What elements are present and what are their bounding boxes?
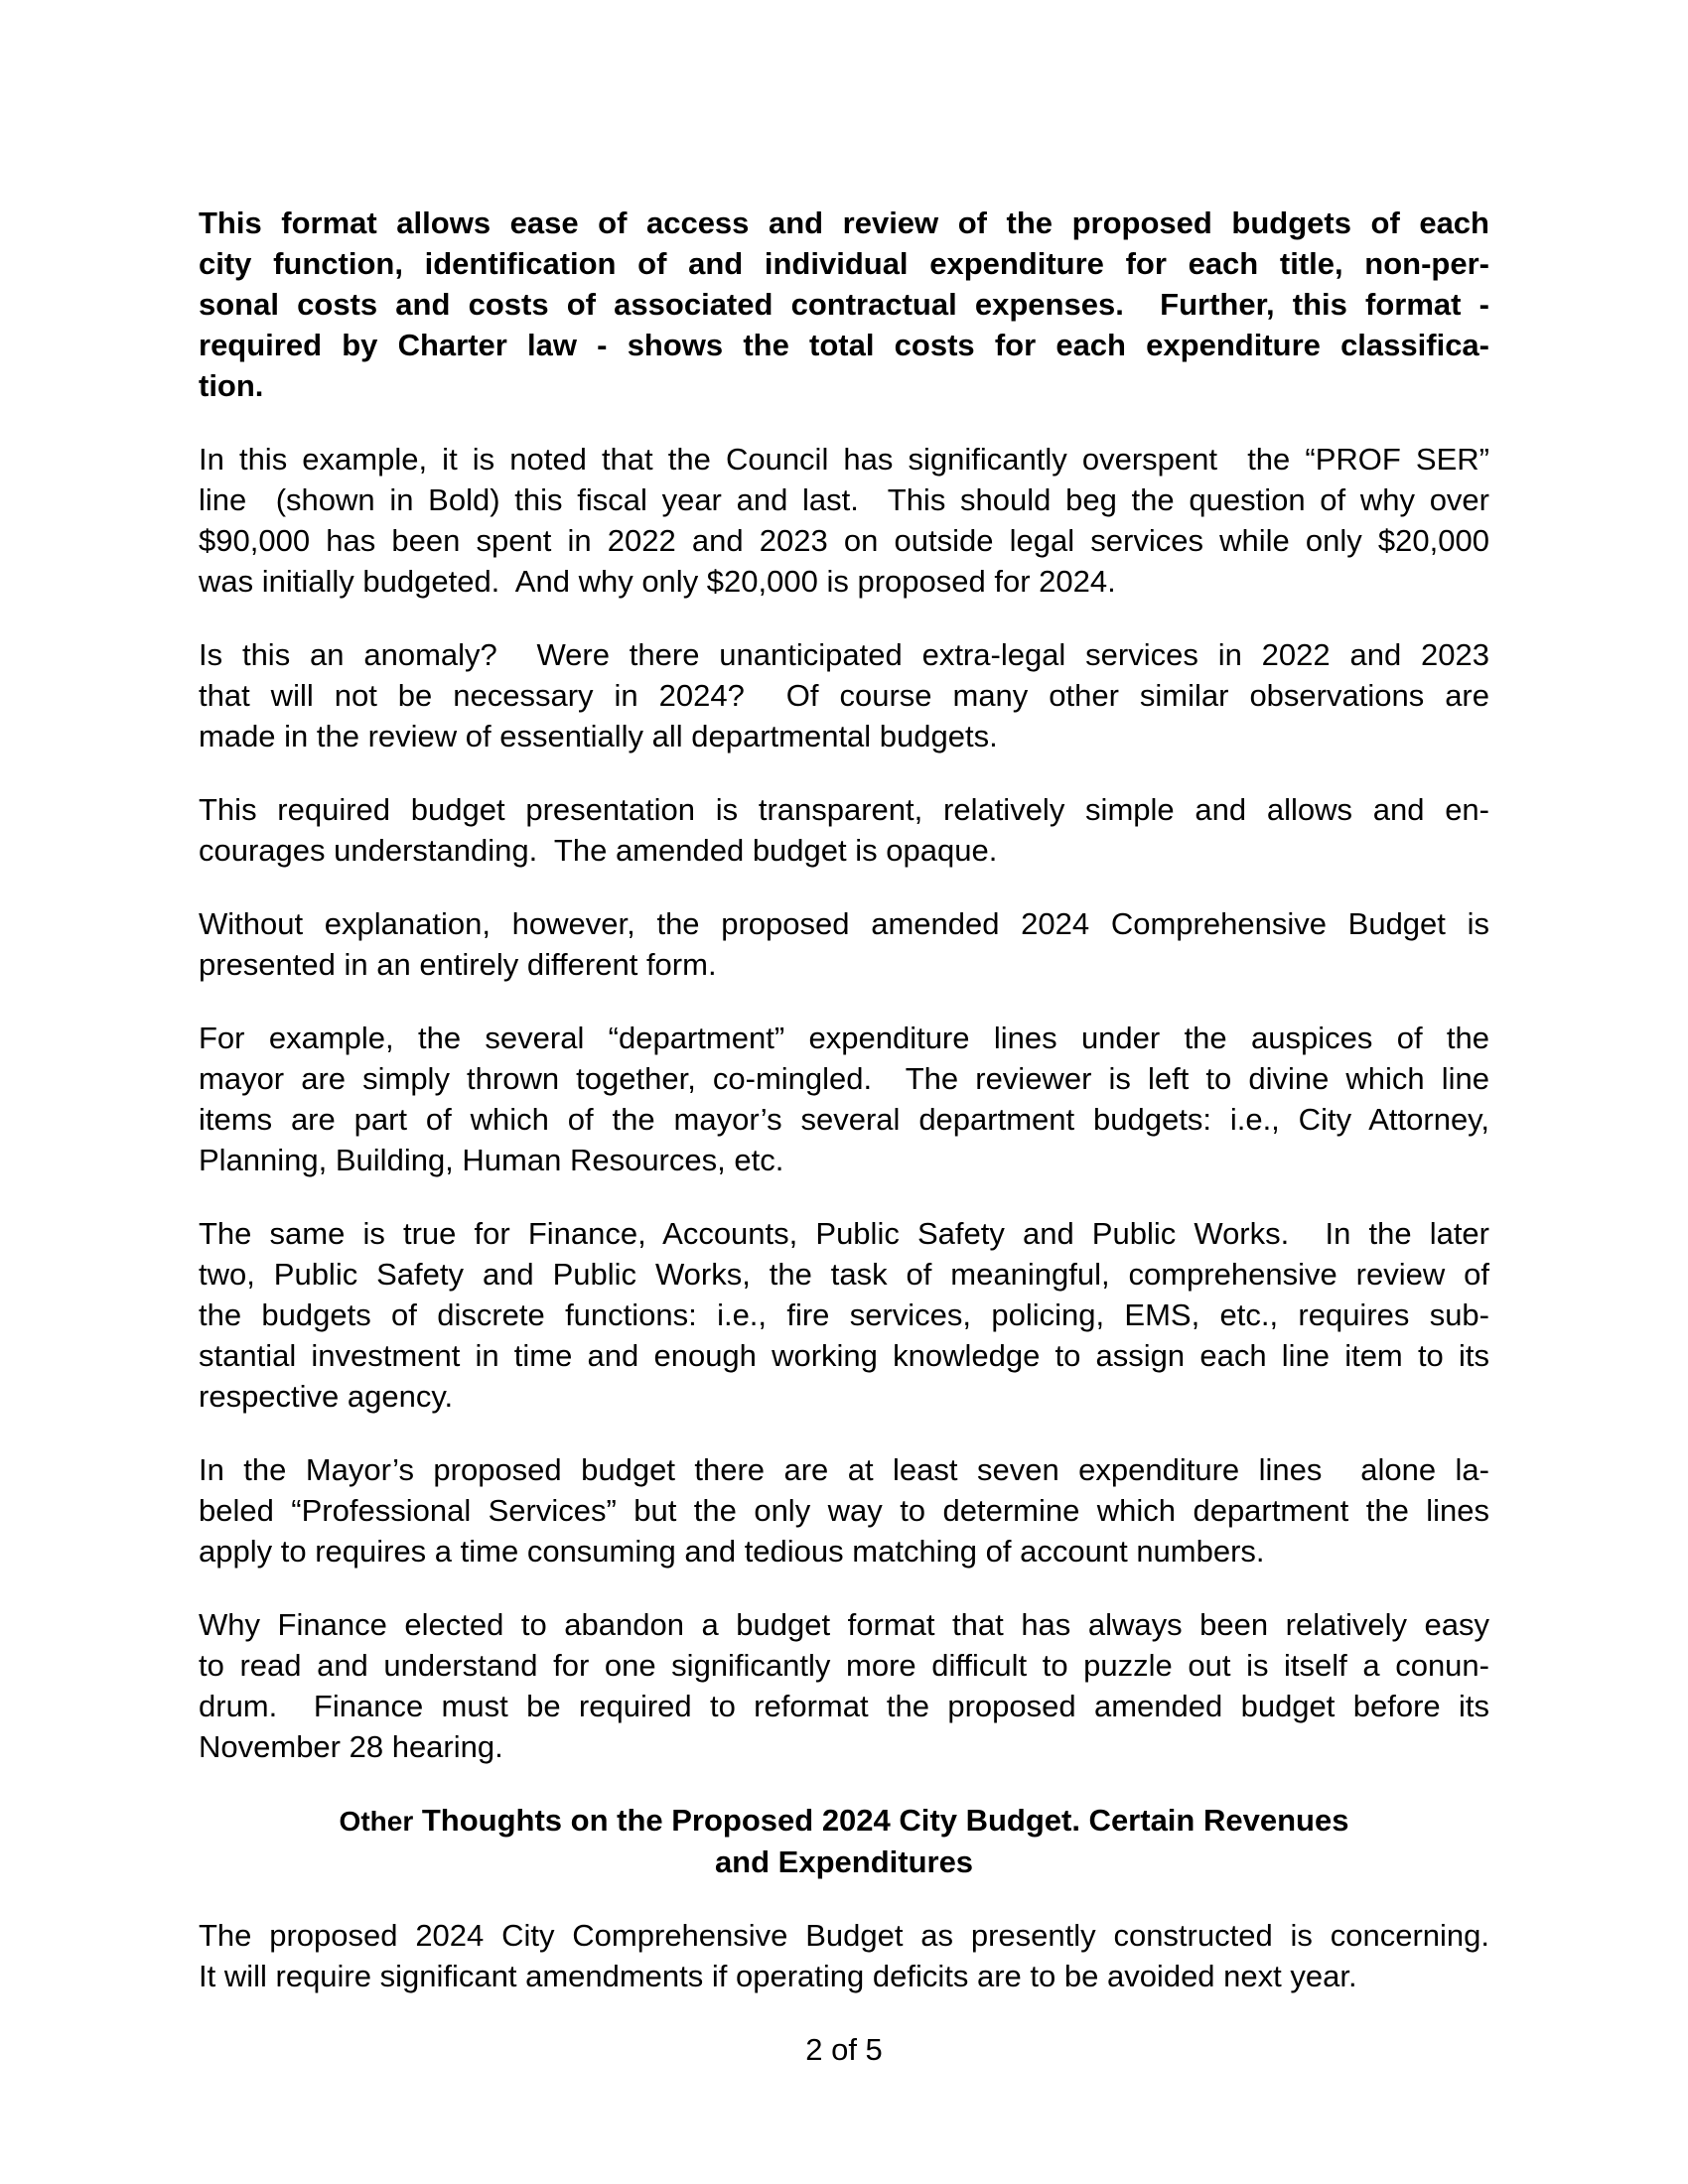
paragraph-line: respective agency. bbox=[199, 1379, 454, 1414]
section-heading-line2: and Expenditures bbox=[714, 1844, 974, 1879]
paragraph-line: required by Charter law - shows the total costs for each expenditure classifica- bbox=[199, 328, 1489, 362]
paragraph-line: The proposed 2024 City Comprehensive Budget as presently constructed is concerning. bbox=[199, 1918, 1489, 1953]
body-paragraphs bbox=[199, 203, 1489, 1767]
paragraph-line: made in the review of essentially all departmental budgets. bbox=[199, 719, 998, 753]
paragraph bbox=[199, 1449, 1489, 1571]
paragraph-line: November 28 hearing. bbox=[199, 1729, 503, 1764]
paragraph bbox=[199, 1604, 1489, 1767]
paragraph bbox=[199, 203, 1489, 406]
paragraph-line: sonal costs and costs of associated contractual expenses. Further, this format - bbox=[199, 287, 1489, 322]
paragraph-line: presented in an entirely different form. bbox=[199, 947, 717, 982]
paragraph-line: Without explanation, however, the proposed amended 2024 Comprehensive Budget is bbox=[199, 906, 1489, 941]
paragraph-line: Is this an anomaly? Were there unanticipated extra-legal services in 2022 and 2023 bbox=[199, 637, 1489, 672]
paragraph-line: line (shown in Bold) this fiscal year and last. This should beg the question of why over bbox=[199, 482, 1489, 517]
paragraph-line: items are part of which of the mayor’s several department budgets: i.e., City Attorney, bbox=[199, 1102, 1489, 1137]
paragraph-line: Why Finance elected to abandon a budget format that has always been relatively easy bbox=[199, 1607, 1489, 1642]
paragraph-line: $90,000 has been spent in 2022 and 2023 on outside legal services while only $20,000 bbox=[199, 523, 1489, 558]
paragraph-line: Planning, Building, Human Resources, etc. bbox=[199, 1143, 784, 1177]
paragraph-line: mayor are simply thrown together, co-mingled. The reviewer is left to divine which line bbox=[199, 1061, 1489, 1096]
paragraph-line: This required budget presentation is transparent, relatively simple and allows and en- bbox=[199, 792, 1489, 827]
section-heading bbox=[199, 1800, 1489, 1882]
paragraph-line: two, Public Safety and Public Works, the task of meaningful, comprehensive review of bbox=[199, 1257, 1489, 1292]
paragraph-line: city function, identification of and individual expenditure for each title, non-per- bbox=[199, 246, 1489, 281]
section-heading-line1 bbox=[199, 1800, 1489, 1842]
heading-line1-rest: Thoughts on the Proposed 2024 City Budget. Certain Revenues bbox=[413, 1803, 1349, 1838]
paragraph-line: apply to requires a time consuming and tedious matching of account numbers. bbox=[199, 1534, 1265, 1569]
paragraph-line: This format allows ease of access and review of the proposed budgets of each bbox=[199, 205, 1489, 240]
paragraph-line: The same is true for Finance, Accounts, Public Safety and Public Works. In the later bbox=[199, 1216, 1489, 1251]
paragraph bbox=[199, 1018, 1489, 1180]
paragraph bbox=[199, 903, 1489, 985]
paragraph-line: beled “Professional Services” but the only way to determine which department the lines bbox=[199, 1493, 1489, 1528]
heading-word-other: Other bbox=[339, 1806, 414, 1837]
paragraph-line: In this example, it is noted that the Council has significantly overspent the “PROF SER” bbox=[199, 442, 1489, 477]
paragraph bbox=[199, 789, 1489, 871]
paragraph-line: to read and understand for one significantly more difficult to puzzle out is itself a conun- bbox=[199, 1648, 1489, 1683]
page-number: 2 of 5 bbox=[805, 2032, 883, 2067]
paragraph bbox=[199, 1915, 1489, 1996]
closing-paragraphs bbox=[199, 1915, 1489, 1996]
paragraph bbox=[199, 439, 1489, 602]
paragraph-line: the budgets of discrete functions: i.e., fire services, policing, EMS, etc., requires sub- bbox=[199, 1297, 1489, 1332]
paragraph bbox=[199, 1213, 1489, 1417]
paragraph-line: tion. bbox=[199, 368, 264, 403]
paragraph-line: courages understanding. The amended budget is opaque. bbox=[199, 833, 998, 868]
paragraph-line: It will require significant amendments if operating deficits are to be avoided next year. bbox=[199, 1959, 1357, 1993]
paragraph bbox=[199, 634, 1489, 756]
paragraph-line: stantial investment in time and enough working knowledge to assign each line item to its bbox=[199, 1338, 1489, 1373]
paragraph-line: was initially budgeted. And why only $20,000 is proposed for 2024. bbox=[199, 564, 1116, 599]
paragraph-line: In the Mayor’s proposed budget there are at least seven expenditure lines alone la- bbox=[199, 1452, 1489, 1487]
paragraph-line: For example, the several “department” expenditure lines under the auspices of the bbox=[199, 1021, 1489, 1055]
paragraph-line: that will not be necessary in 2024? Of course many other similar observations are bbox=[199, 678, 1489, 713]
paragraph-line: drum. Finance must be required to reformat the proposed amended budget before its bbox=[199, 1689, 1489, 1723]
